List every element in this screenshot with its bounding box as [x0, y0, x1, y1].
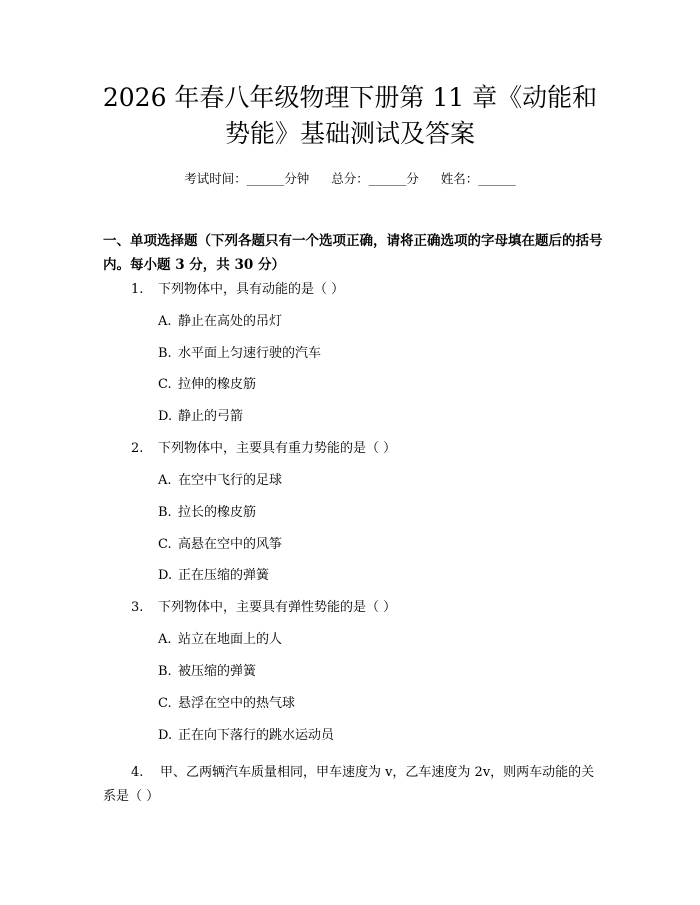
q1-option-c — [158, 376, 256, 394]
option-text: 悬浮在空中的热气球 — [178, 696, 296, 711]
q2-option-c — [158, 536, 282, 554]
question-text: 下列物体中，主要具有重力势能的是（ ） — [158, 441, 397, 456]
q3-option-a — [158, 631, 282, 649]
option-letter: A. — [158, 314, 172, 329]
option-text: 拉长的橡皮筋 — [178, 505, 257, 520]
q1-option-a — [158, 313, 282, 331]
option-text: 水平面上匀速行驶的汽车 — [178, 346, 322, 361]
student-name-field: 姓名：______ — [440, 171, 516, 186]
option-letter: C. — [158, 696, 172, 711]
option-letter: D. — [158, 568, 173, 583]
total-score-field: 总分：______分 — [331, 171, 419, 186]
question-text: 甲、乙两辆汽车质量相同，甲车速度为 v，乙车速度为 2v，则两车动能的关系是（ ） — [103, 765, 595, 804]
option-text: 被压缩的弹簧 — [178, 664, 257, 679]
q1-option-b — [158, 345, 321, 363]
title-line-1: 2026 年春八年级物理下册第 11 章《动能和 — [102, 83, 598, 112]
option-letter: D. — [158, 409, 173, 424]
question-number: 3. — [131, 600, 144, 615]
question-text: 下列物体中，主要具有弹性势能的是（ ） — [158, 600, 397, 615]
question-4 — [103, 761, 603, 809]
page-title — [70, 80, 630, 152]
option-text: 正在压缩的弹簧 — [178, 568, 270, 583]
question-number: 2. — [131, 441, 144, 456]
option-letter: A. — [158, 632, 172, 647]
q3-option-d — [158, 727, 334, 745]
option-text: 高悬在空中的风筝 — [178, 537, 283, 552]
option-letter: B. — [158, 664, 172, 679]
option-text: 静止的弓箭 — [178, 409, 244, 424]
option-letter: B. — [158, 505, 172, 520]
q2-option-b — [158, 504, 256, 522]
section-heading: 一、单项选择题（下列各题只有一个选项正确，请将正确选项的字母填在题后的括号内。每小题 3 分，共 30 分） — [103, 233, 603, 273]
q2-option-a — [158, 472, 282, 490]
q1-option-d — [158, 408, 243, 426]
option-letter: C. — [158, 377, 172, 392]
question-3 — [131, 599, 396, 617]
option-letter: C. — [158, 537, 172, 552]
q3-option-b — [158, 663, 256, 681]
q2-option-d — [158, 567, 269, 585]
question-2 — [131, 440, 396, 458]
exam-info — [70, 170, 630, 188]
option-letter: B. — [158, 346, 172, 361]
question-number: 4. — [131, 765, 144, 780]
option-text: 在空中飞行的足球 — [178, 473, 283, 488]
exam-time-field: 考试时间：______分钟 — [184, 171, 310, 186]
option-text: 正在向下落行的跳水运动员 — [178, 728, 335, 743]
option-letter: D. — [158, 728, 173, 743]
question-number: 1. — [131, 282, 144, 297]
option-text: 静止在高处的吊灯 — [178, 314, 283, 329]
option-text: 站立在地面上的人 — [178, 632, 283, 647]
title-line-2: 势能》基础测试及答案 — [224, 119, 475, 148]
option-text: 拉伸的橡皮筋 — [178, 377, 257, 392]
question-1 — [131, 281, 344, 299]
option-letter: A. — [158, 473, 172, 488]
question-text: 下列物体中，具有动能的是（ ） — [158, 282, 345, 297]
q3-option-c — [158, 695, 295, 713]
